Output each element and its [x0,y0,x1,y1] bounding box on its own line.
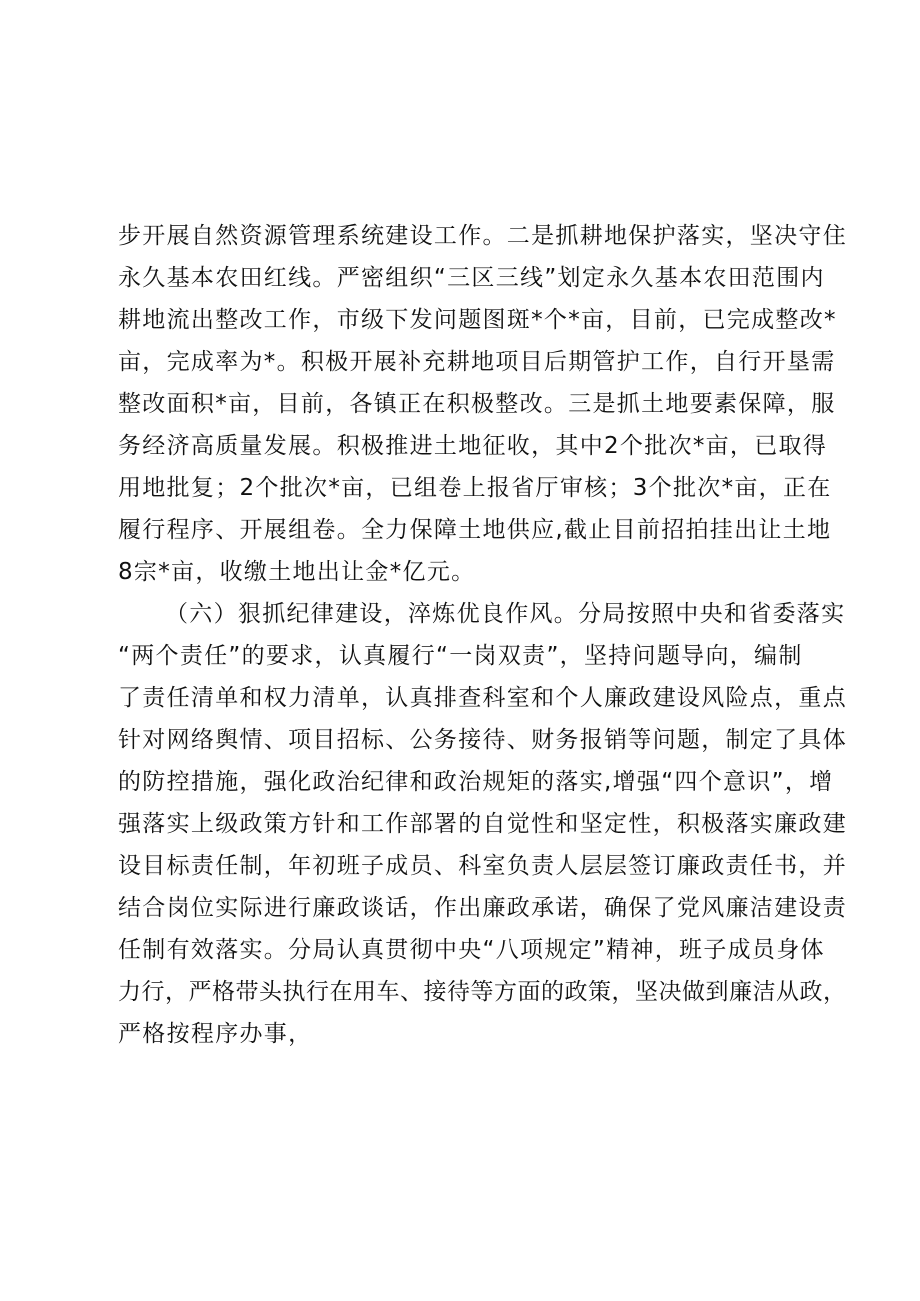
text-line: 履行程序、开展组卷。全力保障土地供应,截止目前招拍挂出让土地 [118,517,832,543]
text-line: 任制有效落实。分局认真贯彻中央“八项规定”精神，班子成员身体 [118,937,825,963]
text-line: 针对网络舆情、项目招标、公务接待、财务报销等问题，制定了具体 [118,727,847,753]
text-line: 强落实上级政策方针和工作部署的自觉性和坚定性，积极落实廉政建 [118,811,847,837]
text-line: 8宗*亩，收缴土地出让金*亿元。 [118,559,476,585]
paragraph-start-line: （六）狠抓纪律建设，淬炼优良作风。分局按照中央和省委落实 [165,601,846,627]
text-line: 亩，完成率为*。积极开展补充耕地项目后期管护工作，自行开垦需 [118,349,836,375]
text-line: 结合岗位实际进行廉政谈话，作出廉政承诺，确保了党风廉洁建设责 [118,895,847,921]
text-line: 力行，严格带头执行在用车、接待等方面的政策，坚决做到廉洁从政， [118,979,847,1005]
text-line: 耕地流出整改工作，市级下发问题图斑*个*亩，目前，已完成整改* [118,307,837,333]
text-line: 务经济高质量发展。积极推进土地征收，其中2个批次*亩，已取得 [118,433,828,459]
text-line: 步开展自然资源管理系统建设工作。二是抓耕地保护落实，坚决守住 [118,223,847,249]
text-line: 了责任清单和权力清单，认真排查科室和个人廉政建设风险点，重点 [118,685,847,711]
text-line: 整改面积*亩，目前，各镇正在积极整改。三是抓土地要素保障，服 [118,391,836,417]
text-line: 用地批复；2个批次*亩，已组卷上报省厅审核；3个批次*亩，正在 [118,475,832,501]
text-line: 永久基本农田红线。严密组织“三区三线”划定永久基本农田范围内 [118,265,825,291]
text-line: 的防控措施，强化政治纪律和政治规矩的落实,增强“四个意识”，增 [118,769,834,795]
text-line: 设目标责任制，年初班子成员、科室负责人层层签订廉政责任书，并 [118,853,847,879]
text-line: “两个责任”的要求，认真履行“一岗双责”，坚持问题导向，编制 [118,643,803,669]
text-line: 严格按程序办事， [118,1021,313,1047]
